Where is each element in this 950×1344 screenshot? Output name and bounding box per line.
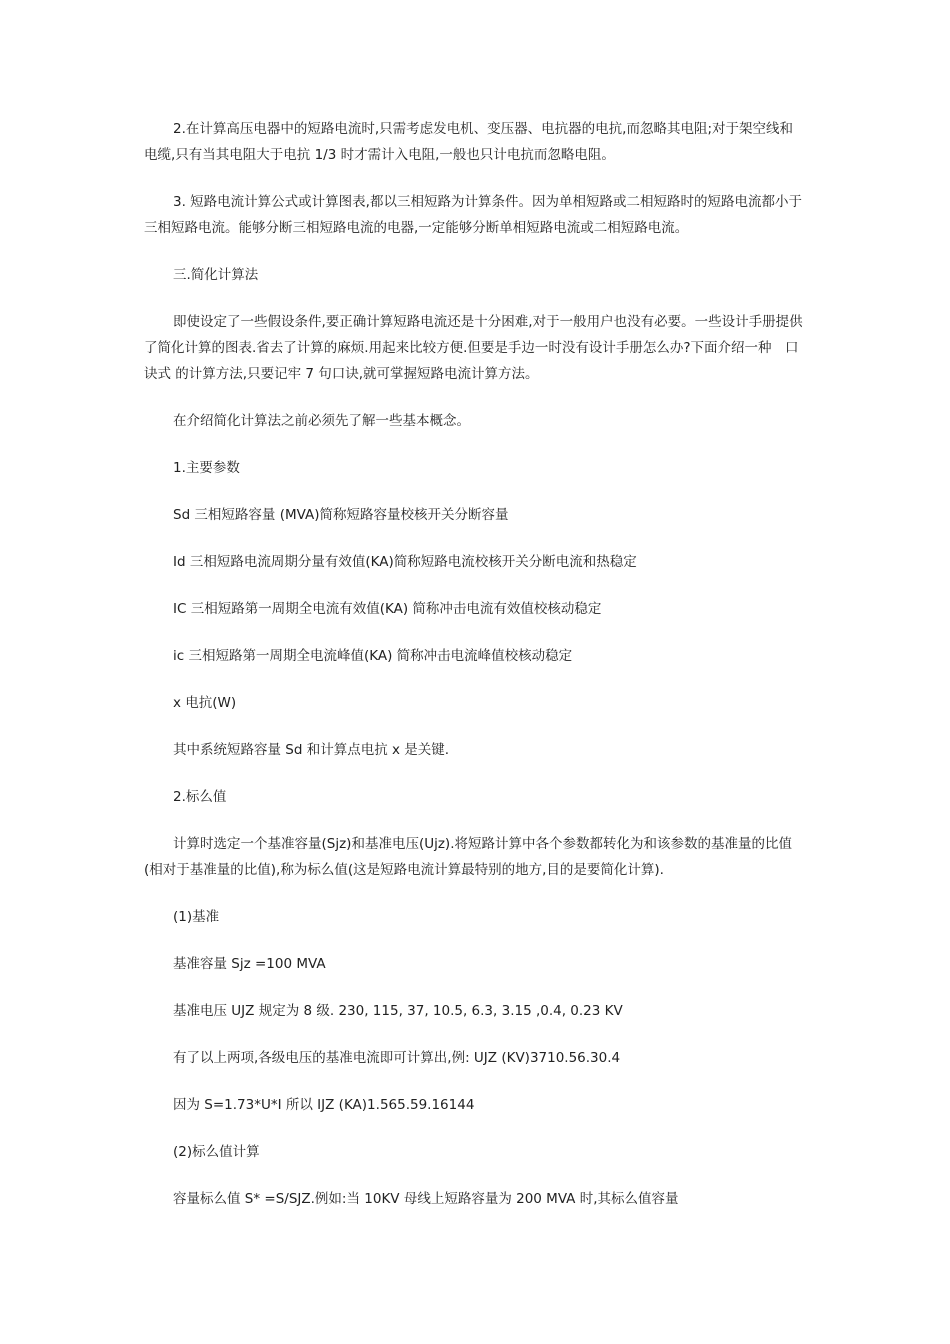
parameter-sd: Sd 三相短路容量 (MVA)简称短路容量校核开关分断容量: [173, 507, 509, 523]
base-capacity: 基准容量 Sjz =100 MVA: [173, 956, 326, 972]
base-current-example: 有了以上两项,各级电压的基准电流即可计算出,例: UJZ (KV)3710.56.30.4: [173, 1050, 621, 1066]
parameter-ic-rms: IC 三相短路第一周期全电流有效值(KA) 简称冲击电流有效值校核动稳定: [173, 601, 602, 617]
paragraph-resistance-note: 2.在计算高压电器中的短路电流时,只需考虑发电机、变压器、电抗器的电抗,而忽略其电阻;对于架空线和电缆,只有当其电阻大于电抗 1/3 时才需计入电阻,一般也只计电抗而忽略电阻。: [144, 121, 794, 163]
paragraph-three-phase-condition: 3. 短路电流计算公式或计算图表,都以三相短路为计算条件。因为单相短路或二相短路时的短路电流都小于三相短路电流。能够分断三相短路电流的电器,一定能够分断单相短路电流或二相短路电流。: [144, 194, 802, 236]
paragraph-basic-concepts: 在介绍简化计算法之前必须先了解一些基本概念。: [173, 413, 470, 429]
subheading-main-parameters: 1.主要参数: [173, 460, 240, 476]
subheading-base: (1)基准: [173, 909, 220, 925]
parameter-ic-peak: ic 三相短路第一周期全电流峰值(KA) 简称冲击电流峰值校核动稳定: [173, 648, 573, 664]
capacity-per-unit-example: 容量标么值 S* =S/SJZ.例如:当 10KV 母线上短路容量为 200 MVA 时,其标么值容量: [173, 1191, 679, 1207]
paragraph-formula-intro: 即使设定了一些假设条件,要正确计算短路电流还是十分困难,对于一般用户也没有必要。一些设计手册提供了简化计算的图表.省去了计算的麻烦.用起来比较方便.但要是手边一时没有设计手册怎么办?下面介绍一种 口诀式 的计算方法,只要记牢 7 句口诀,就可掌握短路电流计算方法。: [144, 314, 803, 382]
subheading-per-unit: 2.标么值: [173, 789, 227, 805]
document-body: [144, 116, 806, 1233]
section-heading-simplified-method: 三.简化计算法: [173, 267, 259, 283]
paragraph-key-values: 其中系统短路容量 Sd 和计算点电抗 x 是关键.: [173, 742, 450, 758]
formula-s-ui: 因为 S=1.73*U*I 所以 IJZ (KA)1.565.59.16144: [173, 1097, 475, 1113]
base-voltage: 基准电压 UJZ 规定为 8 级. 230, 115, 37, 10.5, 6.3, 3.15 ,0.4, 0.23 KV: [173, 1003, 623, 1019]
subheading-per-unit-calculation: (2)标么值计算: [173, 1144, 260, 1160]
parameter-x: x 电抗(W): [173, 695, 237, 711]
parameter-id: Id 三相短路电流周期分量有效值(KA)简称短路电流校核开关分断电流和热稳定: [173, 554, 637, 570]
paragraph-per-unit-definition: 计算时选定一个基准容量(Sjz)和基准电压(Ujz).将短路计算中各个参数都转化为和该参数的基准量的比值(相对于基准量的比值),称为标么值(这是短路电流计算最特别的地方,目的是要简化计算).: [144, 836, 792, 878]
